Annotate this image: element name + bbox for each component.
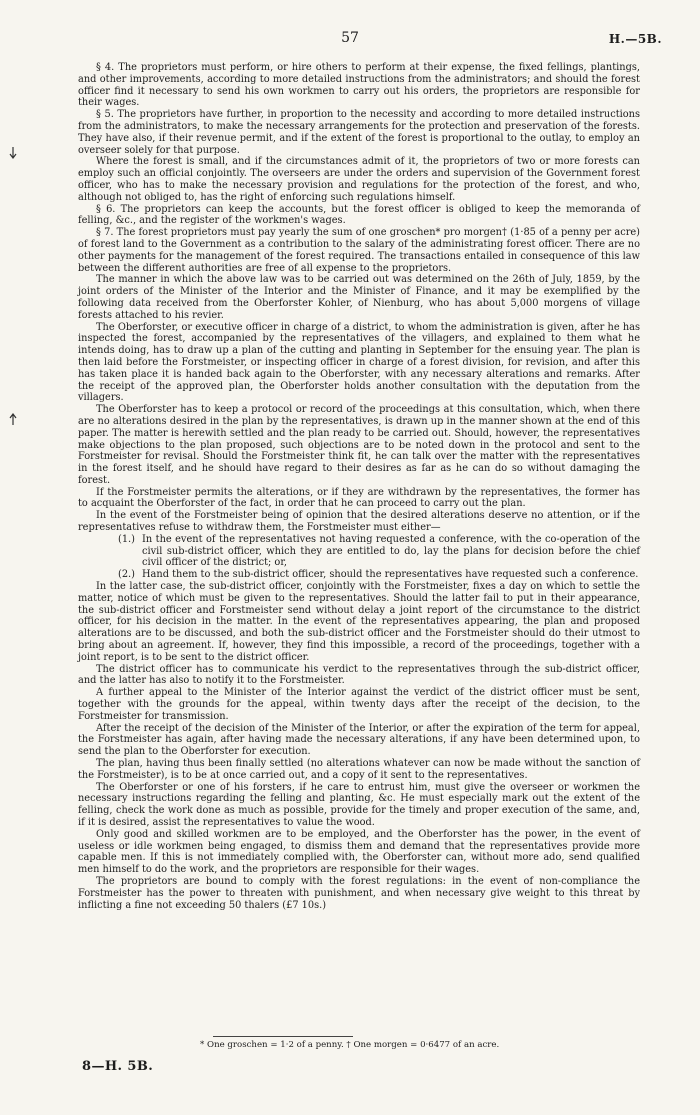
footnote: * One groschen = 1·2 of a penny. † One morgen = 0·6477 of an acre.: [200, 1040, 500, 1050]
page-number: 57: [341, 30, 359, 46]
margin-mark-icon: [8, 146, 18, 160]
paragraph: After the receipt of the decision of the Minister of the Interior, or after the expiration of the term for appeal, the Forstmeister has again, after having made the necessary alterations, if any have been determined upon, to send the plan to the Oberforster for execution.: [78, 722, 640, 758]
paragraph: The plan, having thus been finally settled (no alterations whatever can now be made without the sanction of the Forstmeister), is to be at once carried out, and a copy of it sent to the representatives.: [78, 758, 640, 781]
list-item-text: In the event of the representatives not having requested a conference, with the co-operation of the civil sub-district officer, which they are entitled to do, lay the plans for decision before the chief civil officer of the district; or,: [142, 533, 640, 569]
paragraph: § 7. The forest proprietors must pay yearly the sum of one groschen* pro morgen† (1·85 of a penny per acre) of forest land to the Government as a contribution to the salary of the administrating forest officer. There are no other payments for the management of the forest required. The transactions entailed in consequence of this law between the different authorities are free of all expense to the proprietors.: [78, 227, 640, 274]
paragraph: The district officer has to communicate his verdict to the representatives through the sub-district officer, and the latter has also to notify it to the Forstmeister.: [78, 663, 640, 687]
paragraph: The Oberforster, or executive officer in charge of a district, to whom the administration is given, after he has inspected the forest, accompanied by the representatives of the villagers, and explained to them what he intends doing, has to draw up a plan of the cutting and planting in September for the ensuing year. The plan is then laid before the Forstmeister, or inspecting officer in charge of a forest division, for revision, and after this has taken place it is handed back again to the Oberforster, with any necessary alterations and remarks. After the receipt of the approved plan, the Oberforster holds another consultation with the deputation from the villagers.: [78, 321, 640, 404]
list-item-number: (2.): [118, 569, 135, 581]
paragraph: If the Forstmeister permits the alterations, or if they are withdrawn by the representatives, the former has to acquaint the Oberforster of the fact, in order that he can proceed to carry out the plan.: [78, 486, 640, 510]
paragraph: § 5. The proprietors have further, in proportion to the necessity and according to more detailed instructions from the administrators, to make the necessary arrangements for the protection and preservation of the forests. They have also, if their revenue permit, and if the extent of the forest is proportional to the outlay, to employ an overseer solely for that purpose.: [78, 109, 640, 156]
paragraph: Where the forest is small, and if the circumstances admit of it, the proprietors of two or more forests can employ such an official conjointly. The overseers are under the orders and supervision of the Government forest officer, who has to make the necessary provision and regulations for the protection of the forest, and who, although not obliged to, has the right of enforcing such regulations himself.: [78, 156, 640, 203]
list-item-number: (1.): [118, 533, 135, 545]
paragraph: The Oberforster or one of his forsters, if he care to entrust him, must give the overseer or workmen the necessary instructions regarding the felling and planting, &c. He must especially mark out the extent of the felling, check the work done as much as possible, provide for the timely and proper execution of the same, and, if it is desired, assist the representatives to value the wood.: [78, 781, 640, 828]
paragraph: Only good and skilled workmen are to be employed, and the Oberforster has the power, in the event of useless or idle workmen being engaged, to dismiss them and demand that the representatives provide more capable men. If this is not immediately complied with, the Oberforster can, without more ado, send qualified men himself to do the work, and the proprietors are responsible for their wages.: [78, 828, 640, 876]
paragraph: In the event of the Forstmeister being of opinion that the desired alterations deserve no attention, or if the representatives refuse to withdraw them, the Forstmeister must either—: [78, 510, 640, 534]
paragraph: The proprietors are bound to comply with the forest regulations: in the event of non-compliance the Forstmeister has the power to threaten with punishment, and when necessary give weight to this threat by inflicting a fine not exceeding 50 thalers (£7 10s.): [78, 875, 640, 911]
paragraph: The manner in which the above law was to be carried out was determined on the 26th of July, 1859, by the joint orders of the Minister of the Interior and the Minister of Finance, and it may be exemplified by the following data received from the Oberforster Kohler, of Nienburg, who has about 5,000 morgens of village forests attached to his revier.: [78, 274, 640, 321]
paragraph: § 4. The proprietors must perform, or hire others to perform at their expense, the fixed fellings, plantings, and other improvements, according to more detailed instructions from the administrators; and should the forest officer find it necessary to send his own workmen to carry out his orders, the proprietors are responsible for their wages.: [78, 62, 640, 109]
list-item: [78, 534, 640, 569]
paragraph: § 6. The proprietors can keep the accounts, but the forest officer is obliged to keep the memoranda of felling, &c., and the register of the workmen's wages.: [78, 203, 640, 227]
body-text: [78, 62, 640, 911]
paragraph: A further appeal to the Minister of the Interior against the verdict of the district officer must be sent, together with the grounds for the appeal, within twenty days after the receipt of the decision, to the Forstmeister for transmission.: [78, 687, 640, 722]
footnote-rule: [213, 1036, 353, 1037]
list-item: [78, 569, 640, 581]
paragraph: The Oberforster has to keep a protocol or record of the proceedings at this consultation, which, when there are no alterations desired in the plan by the representatives, is drawn up in the manner shown at the end of this paper. The matter is herewith settled and the plan ready to be carried out. Should, however, the representatives make objections to the plan proposed, such objections are to be noted down in the protocol and sent to the Forstmeister for revisal. Should the Forstmeister think fit, he can talk over the matter with the representatives in the forest itself, and he should have regard to their desires as far as he can do so without damaging the forest.: [78, 404, 640, 486]
list-item-text: Hand them to the sub-district officer, should the representatives have requested such a conference.: [142, 569, 639, 581]
paragraph: In the latter case, the sub-district officer, conjointly with the Forstmeister, fixes a day on which to settle the matter, notice of which must be given to the representatives. Should the latter fail to put in their appearance, the sub-district officer and Forstmeister send without delay a joint report of the circumstance to the district officer, for his decision in the matter. In the event of the representatives appearing, the plan and proposed alterations are to be discussed, and both the sub-district officer and the Forstmeister should do their utmost to bring about an agreement. If, however, they find this impossible, a record of the proceedings, together with a joint report, is to be sent to the district officer.: [78, 581, 640, 663]
margin-mark-icon: [8, 412, 18, 426]
sheet-signature: 8—H. 5B.: [82, 1059, 154, 1074]
page-reference: H.—5B.: [608, 32, 662, 46]
